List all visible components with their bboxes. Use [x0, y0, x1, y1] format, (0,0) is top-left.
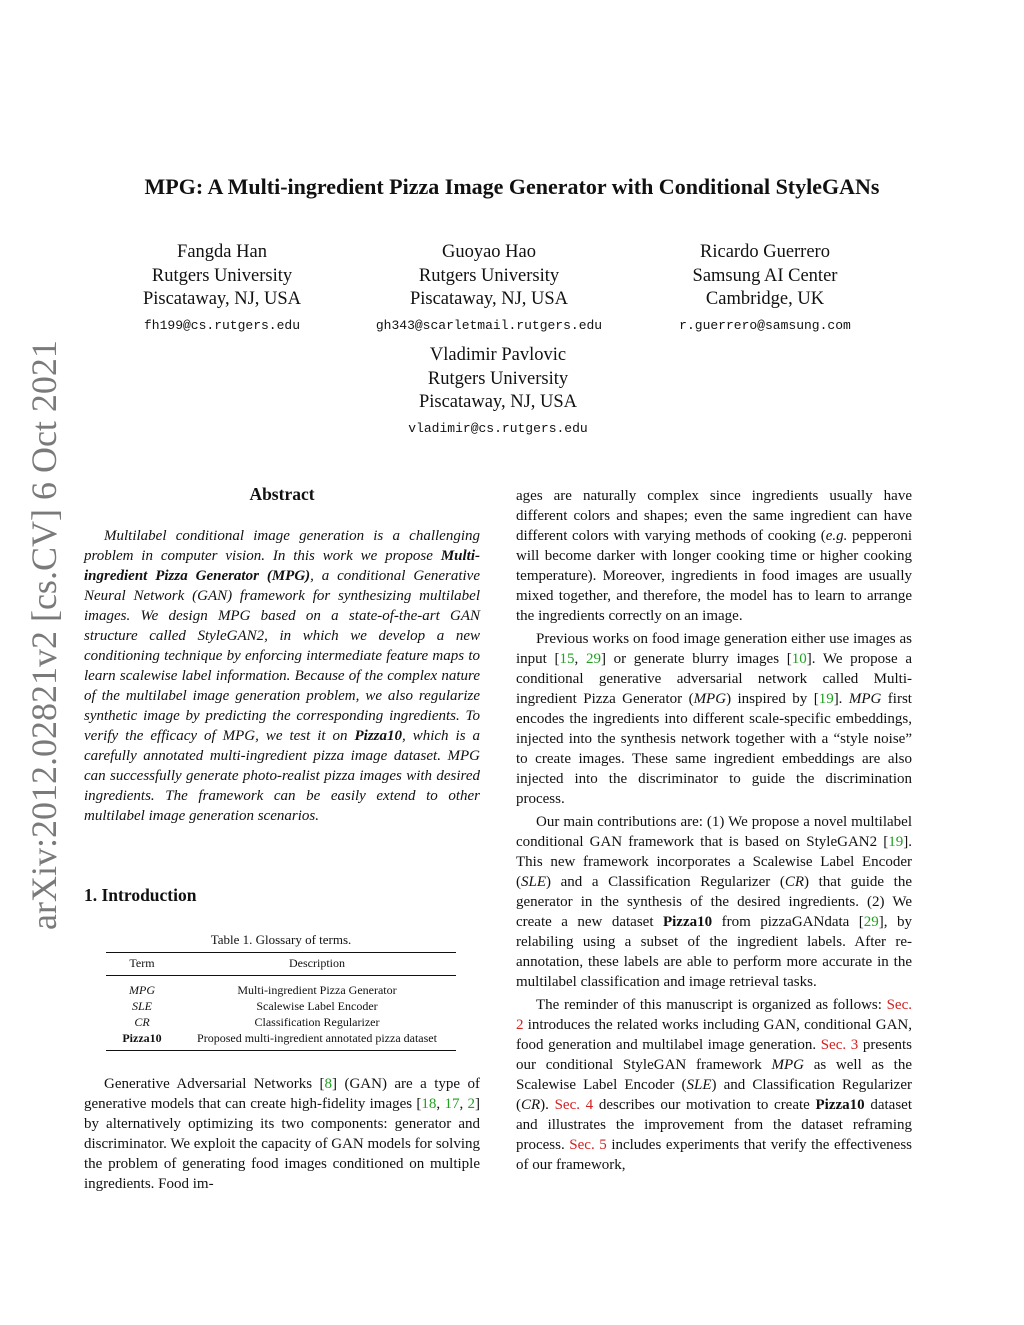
- author-email[interactable]: r.guerrero@samsung.com: [679, 317, 851, 333]
- section-link[interactable]: Sec. 5: [569, 1137, 607, 1153]
- author-name: Vladimir Pavlovic: [429, 345, 567, 365]
- author-affiliation: Rutgers University: [151, 265, 293, 286]
- right-column-body: [516, 486, 912, 1177]
- section-link[interactable]: Sec. 2: [516, 997, 912, 1033]
- author-affiliation: Rutgers University: [418, 265, 560, 286]
- table-row: [106, 1014, 456, 1030]
- table-cell-term: Pizza10: [122, 1031, 162, 1045]
- contributions-paragraph: Our main contributions are: (1) We propose a novel multilabel conditional GAN framework that is based on StyleGAN2 [19]. This new framework incorporates a Scalewise Label Encoder (SLE) and a Classification Regularizer (CR) that guide the generator in the synthesis of the desired ingredients. (2) We create a new dataset Pizza10 from pizzaGANdata [29], by relabiling using a subset of the ingredient labels. After re-annotation, these labels are able to perform more accurate in the multilabel classification and image retrieval tasks.: [516, 814, 912, 990]
- glossary-table: [106, 932, 456, 1051]
- table-cell-description: Multi-ingredient Pizza Generator: [237, 983, 397, 997]
- abstract-method-name: Multi-ingredient Pizza Generator (MPG): [84, 548, 480, 584]
- author-block: [349, 241, 629, 336]
- organization-paragraph: The reminder of this manuscript is organized as follows: Sec. 2 introduces the related works including GAN, conditional GAN, food generation and multilabel image generation. Sec. 3 presents our conditional StyleGAN framework MPG as well as the Scalewise Label Encoder (SLE) and Classification Regularizer (CR). Sec. 4 describes our motivation to create Pizza10 dataset and illustrates the improvement from the dataset reframing process. Sec. 5 includes experiments that verify the effectiveness of our framework,: [516, 997, 912, 1173]
- table-row: [106, 1030, 456, 1051]
- citation-link[interactable]: 2: [467, 1096, 475, 1112]
- paper-title: MPG: A Multi-ingredient Pizza Image Generator with Conditional StyleGANs: [144, 174, 880, 199]
- author-location: Piscataway, NJ, USA: [142, 289, 302, 309]
- table-header-row: [106, 953, 456, 976]
- citation-link[interactable]: 29: [863, 914, 879, 930]
- left-column-body: [84, 1074, 480, 1196]
- author-name: Ricardo Guerrero: [700, 242, 830, 262]
- author-block: [358, 344, 638, 439]
- citation-link[interactable]: 15: [559, 651, 575, 667]
- table-cell-description: Scalewise Label Encoder: [256, 999, 378, 1013]
- table-cell-description: Classification Regularizer: [254, 1015, 380, 1029]
- citation-link[interactable]: 17: [444, 1096, 460, 1112]
- intro-paragraph: Previous works on food image generation either use images as input [15, 29] or generate blurry images [10]. We propose a conditional generative adversarial network called Multi-ingredient Pizza Generator (MPG) inspired by [19]. MPG first encodes the ingredients into different scale-specific embeddings, injected into the synthesis network together with a “style noise” to create images. These same ingredient embeddings are also injected into the discriminator to guide the discrimination process.: [516, 631, 912, 807]
- section-heading: 1. Introduction: [84, 885, 197, 905]
- author-email[interactable]: gh343@scarletmail.rutgers.edu: [375, 317, 603, 333]
- citation-link[interactable]: 19: [818, 691, 834, 707]
- author-location: Piscataway, NJ, USA: [418, 392, 578, 412]
- table-caption: Table 1. Glossary of terms.: [210, 932, 352, 947]
- author-block: [625, 241, 905, 336]
- arxiv-stamp[interactable]: arXiv:2012.02821v2 [cs.CV] 6 Oct 2021: [24, 340, 64, 930]
- section-link[interactable]: Sec. 4: [554, 1097, 594, 1113]
- author-email[interactable]: fh199@cs.rutgers.edu: [143, 317, 301, 333]
- abstract-text: Multilabel conditional image generation is a challenging problem in computer vision. In this work we propose Multi-ingredient Pizza Generator (MPG), a conditional Generative Neural Network (GAN) framework for synthesizing multilabel images. We design MPG based on a state-of-the-art GAN structure called StyleGAN2, in which we develop a new conditioning technique by enforcing intermediate feature maps to learn scalewise label information. Because of the complex nature of the multilabel image generation problem, we also regularize synthetic image by predicting the corresponding ingredients. To verify the efficacy of MPG, we test it on Pizza10, which is a carefully annotated multi-ingredient pizza image dataset. MPG can successfully generate photo-realist pizza images with desired ingredients. The framework can be easily extend to other multilabel image generation scenarios.: [84, 528, 480, 824]
- author-name: Guoyao Hao: [441, 242, 537, 262]
- table-cell-description: Proposed multi-ingredient annotated pizza dataset: [197, 1031, 437, 1045]
- citation-link[interactable]: 18: [421, 1096, 437, 1112]
- table-header: Term: [129, 956, 155, 970]
- abstract-dataset-name: Pizza10: [354, 728, 403, 744]
- table-row: [106, 976, 456, 999]
- author-email[interactable]: vladimir@cs.rutgers.edu: [408, 420, 588, 436]
- citation-link[interactable]: 8: [324, 1076, 333, 1092]
- author-affiliation: Rutgers University: [427, 368, 569, 389]
- intro-paragraph: ages are naturally complex since ingredients usually have different colors and shapes; even the same ingredient can have different colors with varying methods of cooking (e.g. pepperoni will become darker with longer cooking time or higher cooking temperature). Moreover, ingredients in food images are usually mixed together, and therefore, the model has to learn to arrange the ingredients correctly on an image.: [516, 488, 913, 624]
- table-header: Description: [289, 956, 345, 970]
- citation-link[interactable]: 29: [585, 651, 601, 667]
- table-cell-term: SLE: [131, 999, 152, 1013]
- author-name: Fangda Han: [177, 242, 267, 262]
- table-cell-term: MPG: [129, 983, 155, 997]
- section-link[interactable]: Sec. 3: [820, 1037, 859, 1053]
- author-location: Cambridge, UK: [705, 289, 825, 309]
- intro-paragraph: Generative Adversarial Networks [8] (GAN) are a type of generative models that can create high-fidelity images [18, 17, 2] by alternatively optimizing its two components: generator and discriminator. We exploit the capacity of GAN models for solving the problem of generating food images conditioned on multiple ingredients. Food im-: [84, 1076, 480, 1192]
- citation-link[interactable]: 10: [791, 651, 807, 667]
- author-location: Piscataway, NJ, USA: [409, 289, 569, 309]
- citation-link[interactable]: 19: [888, 834, 904, 850]
- abstract-heading: Abstract: [249, 484, 315, 504]
- table-cell-term: CR: [134, 1015, 150, 1029]
- table-row: [106, 998, 456, 1014]
- author-affiliation: Samsung AI Center: [692, 265, 838, 286]
- author-block: [82, 241, 362, 336]
